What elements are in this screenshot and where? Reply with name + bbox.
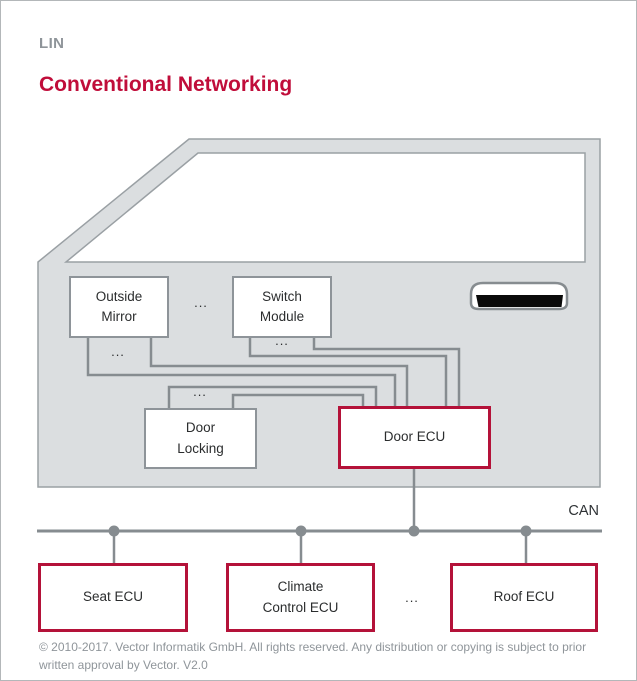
ellipsis-between-climate-roof: ... bbox=[405, 590, 419, 605]
can-bus-label: CAN bbox=[568, 503, 599, 519]
seat-ecu-box bbox=[38, 563, 188, 632]
can-node-dot bbox=[296, 526, 307, 537]
outside-mirror-label: Outside Mirror bbox=[95, 288, 143, 324]
ellipsis-above-door-locking: ... bbox=[193, 384, 207, 399]
ellipsis-between-mirror-switch: ... bbox=[194, 295, 208, 310]
switch-module-label: Switch Module bbox=[259, 288, 305, 324]
ellipsis-under-switch: ... bbox=[275, 333, 289, 348]
outside-mirror-box bbox=[69, 276, 169, 338]
door-handle-recess bbox=[476, 295, 563, 307]
page-title: Conventional Networking bbox=[39, 73, 293, 96]
door-ecu-box bbox=[338, 406, 491, 469]
door-ecu-label: Door ECU bbox=[383, 429, 446, 445]
copyright-notice: © 2010-2017. Vector Informatik GmbH. All rights reserved. Any distribution or copying is subject to prior written approval by Vector. V2.0 bbox=[39, 640, 587, 672]
can-node-dot bbox=[409, 526, 420, 537]
seat-ecu-label: Seat ECU bbox=[82, 589, 144, 605]
climate-control-ecu-box bbox=[226, 563, 375, 632]
can-node-dot bbox=[521, 526, 532, 537]
switch-module-box bbox=[232, 276, 332, 338]
roof-ecu-label: Roof ECU bbox=[493, 589, 555, 605]
can-node-dot bbox=[109, 526, 120, 537]
ellipsis-under-mirror: ... bbox=[111, 344, 125, 359]
product-label: LIN bbox=[39, 35, 65, 52]
door-window bbox=[66, 153, 585, 262]
roof-ecu-box bbox=[450, 563, 598, 632]
door-locking-box bbox=[144, 408, 257, 469]
climate-control-ecu-label: Climate Control ECU bbox=[262, 579, 339, 615]
door-locking-label: Door Locking bbox=[177, 420, 224, 456]
